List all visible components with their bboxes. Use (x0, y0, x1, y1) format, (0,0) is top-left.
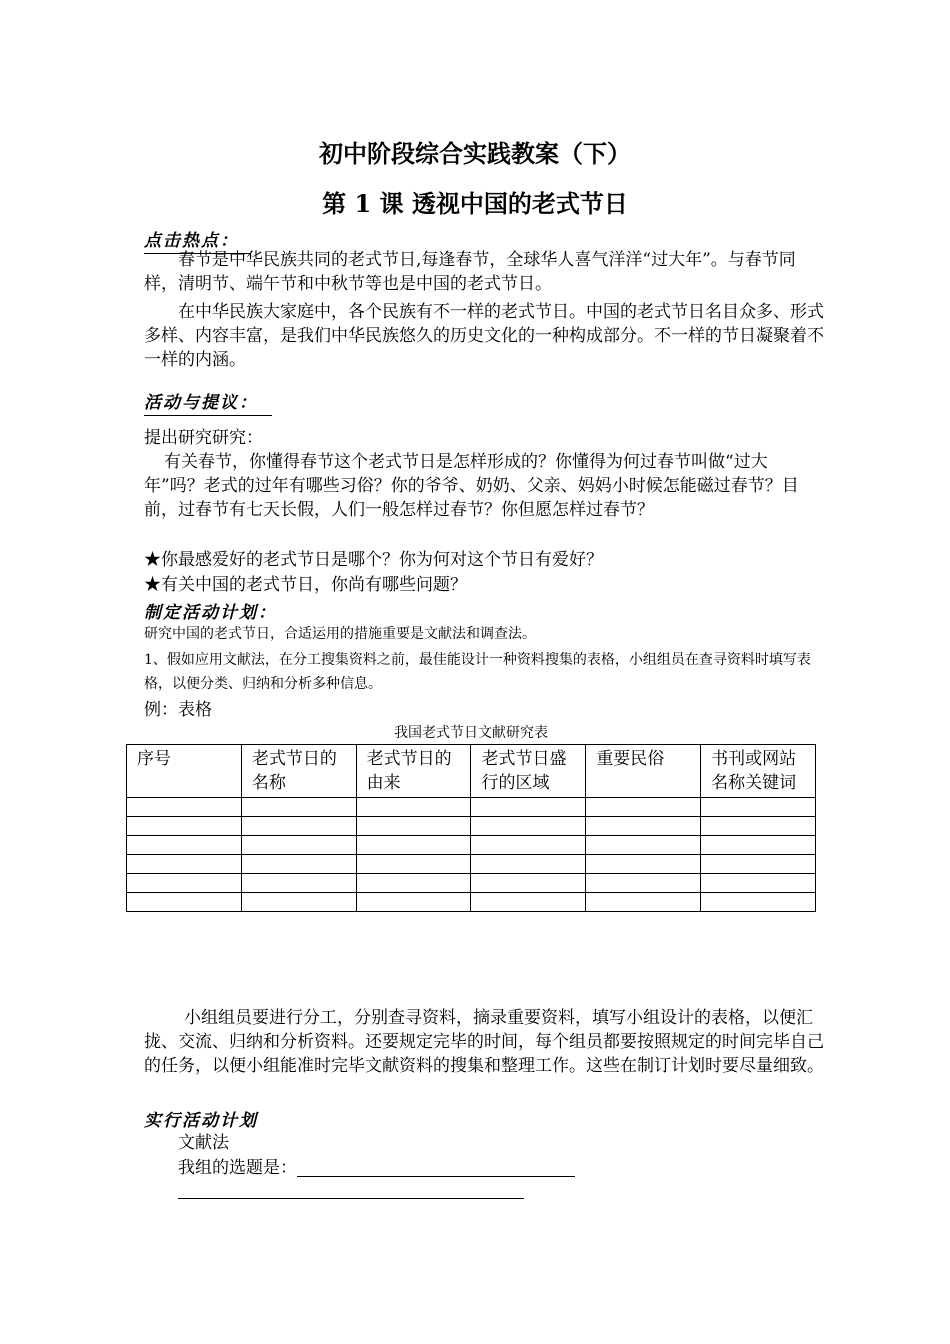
example-label: 例：表格 (144, 700, 212, 720)
topic-input-line[interactable] (297, 1158, 575, 1177)
hotspot-paragraph-1: 春节是中华民族共同的老式节日,每逢春节，全球华人喜气洋洋“过大年”。与春节同样，清明节、端午节和中秋节等也是中国的老式节日。 (144, 250, 796, 294)
table-cell[interactable] (586, 893, 701, 912)
table-cell[interactable] (701, 836, 816, 855)
table-row (127, 855, 816, 874)
table-cell[interactable] (471, 798, 586, 817)
table-cell[interactable] (586, 874, 701, 893)
table-cell[interactable] (586, 817, 701, 836)
table-row (127, 893, 816, 912)
table-cell[interactable] (356, 798, 471, 817)
table-cell[interactable] (241, 855, 356, 874)
table-cell[interactable] (356, 874, 471, 893)
table-cell[interactable] (241, 817, 356, 836)
star-question-1: ★你最感爱好的老式节日是哪个？你为何对这个节日有爱好？ (144, 550, 603, 570)
table-cell[interactable] (356, 893, 471, 912)
table-cell[interactable] (127, 836, 242, 855)
research-paragraph: 有关春节，你懂得春节这个老式节日是怎样形成的？你懂得为何过春节叫做“过大年”吗？老式的过年有哪些习俗？你的爷爷、奶奶、父亲、妈妈小时候怎能磁过春节？目前，过春节有七天长假，人们一般怎样过春节？你但愿怎样过春节？ (144, 452, 799, 520)
table-row (127, 836, 816, 855)
plan-paragraph-2: 1、假如应用文献法，在分工搜集资料之前，最佳能设计一种资料搜集的表格，小组组员在查寻资料时填写表格，以便分类、归纳和分析多种信息。 (144, 652, 811, 692)
table-cell[interactable] (127, 817, 242, 836)
table-cell[interactable] (356, 855, 471, 874)
table-cell[interactable] (127, 855, 242, 874)
table-header-cell: 老式节日的名称 (241, 745, 356, 798)
table-cell[interactable] (241, 893, 356, 912)
table-cell[interactable] (471, 893, 586, 912)
research-label: 提出研究研究： (144, 428, 263, 448)
table-header-cell: 老式节日盛行的区域 (471, 745, 586, 798)
method-label: 文献法 (178, 1133, 229, 1153)
table-cell[interactable] (701, 855, 816, 874)
table-cell[interactable] (471, 874, 586, 893)
table-cell[interactable] (127, 798, 242, 817)
table-cell[interactable] (586, 836, 701, 855)
table-header-cell: 序号 (127, 745, 242, 798)
table-header-cell: 重要民俗 (586, 745, 701, 798)
table-cell[interactable] (127, 893, 242, 912)
table-caption: 我国老式节日文献研究表 (394, 725, 548, 741)
plan-paragraph-1: 研究中国的老式节日，合适运用的措施重要是文献法和调查法。 (144, 626, 536, 642)
table-cell[interactable] (586, 798, 701, 817)
table-header-cell: 书刊或网站名称关键词 (701, 745, 816, 798)
implement-heading: 实行活动计划 (144, 1111, 258, 1131)
table-cell[interactable] (701, 874, 816, 893)
table-cell[interactable] (241, 836, 356, 855)
hotspot-heading: 点击热点： (144, 226, 251, 251)
star-question-2: ★有关中国的老式节日，你尚有哪些问题？ (144, 575, 467, 595)
table-cell[interactable] (127, 874, 242, 893)
plan-heading: 制定活动计划： (144, 603, 277, 623)
table-cell[interactable] (241, 874, 356, 893)
table-row (127, 798, 816, 817)
topic-continuation-line[interactable] (178, 1198, 524, 1199)
table-cell[interactable] (356, 836, 471, 855)
page-title: 初中阶段综合实践教案（下） (319, 139, 631, 168)
table-cell[interactable] (241, 798, 356, 817)
table-cell[interactable] (701, 817, 816, 836)
table-cell[interactable] (471, 817, 586, 836)
table-row (127, 874, 816, 893)
table-cell[interactable] (701, 798, 816, 817)
table-header-cell: 老式节日的由来 (356, 745, 471, 798)
table-cell[interactable] (356, 817, 471, 836)
lesson-title: 第 1 课 透视中国的老式节日 (322, 189, 628, 218)
literature-research-table (126, 744, 816, 912)
activity-heading: 活动与提议： (144, 388, 272, 413)
table-cell[interactable] (471, 836, 586, 855)
table-cell[interactable] (471, 855, 586, 874)
topic-label: 我组的选题是： (178, 1158, 297, 1178)
after-table-paragraph: 小组组员要进行分工，分别查寻资料，摘录重要资料，填写小组设计的表格，以便汇拢、交流、归纳和分析资料。还要规定完毕的时间，每个组员都要按照规定的时间完毕自己的任务，以便小组能准时完毕文献资料的搜集和整理工作。这些在制订计划时要尽量细致。 (144, 1008, 824, 1076)
table-cell[interactable] (701, 893, 816, 912)
hotspot-paragraph-2: 在中华民族大家庭中，各个民族有不一样的老式节日。中国的老式节日名目众多、形式多样、内容丰富，是我们中华民族悠久的历史文化的一种构成部分。不一样的节日凝聚着不一样的内涵。 (144, 302, 824, 370)
table-header-row (127, 745, 816, 798)
table-row (127, 817, 816, 836)
table-cell[interactable] (586, 855, 701, 874)
topic-row (178, 1156, 778, 1180)
